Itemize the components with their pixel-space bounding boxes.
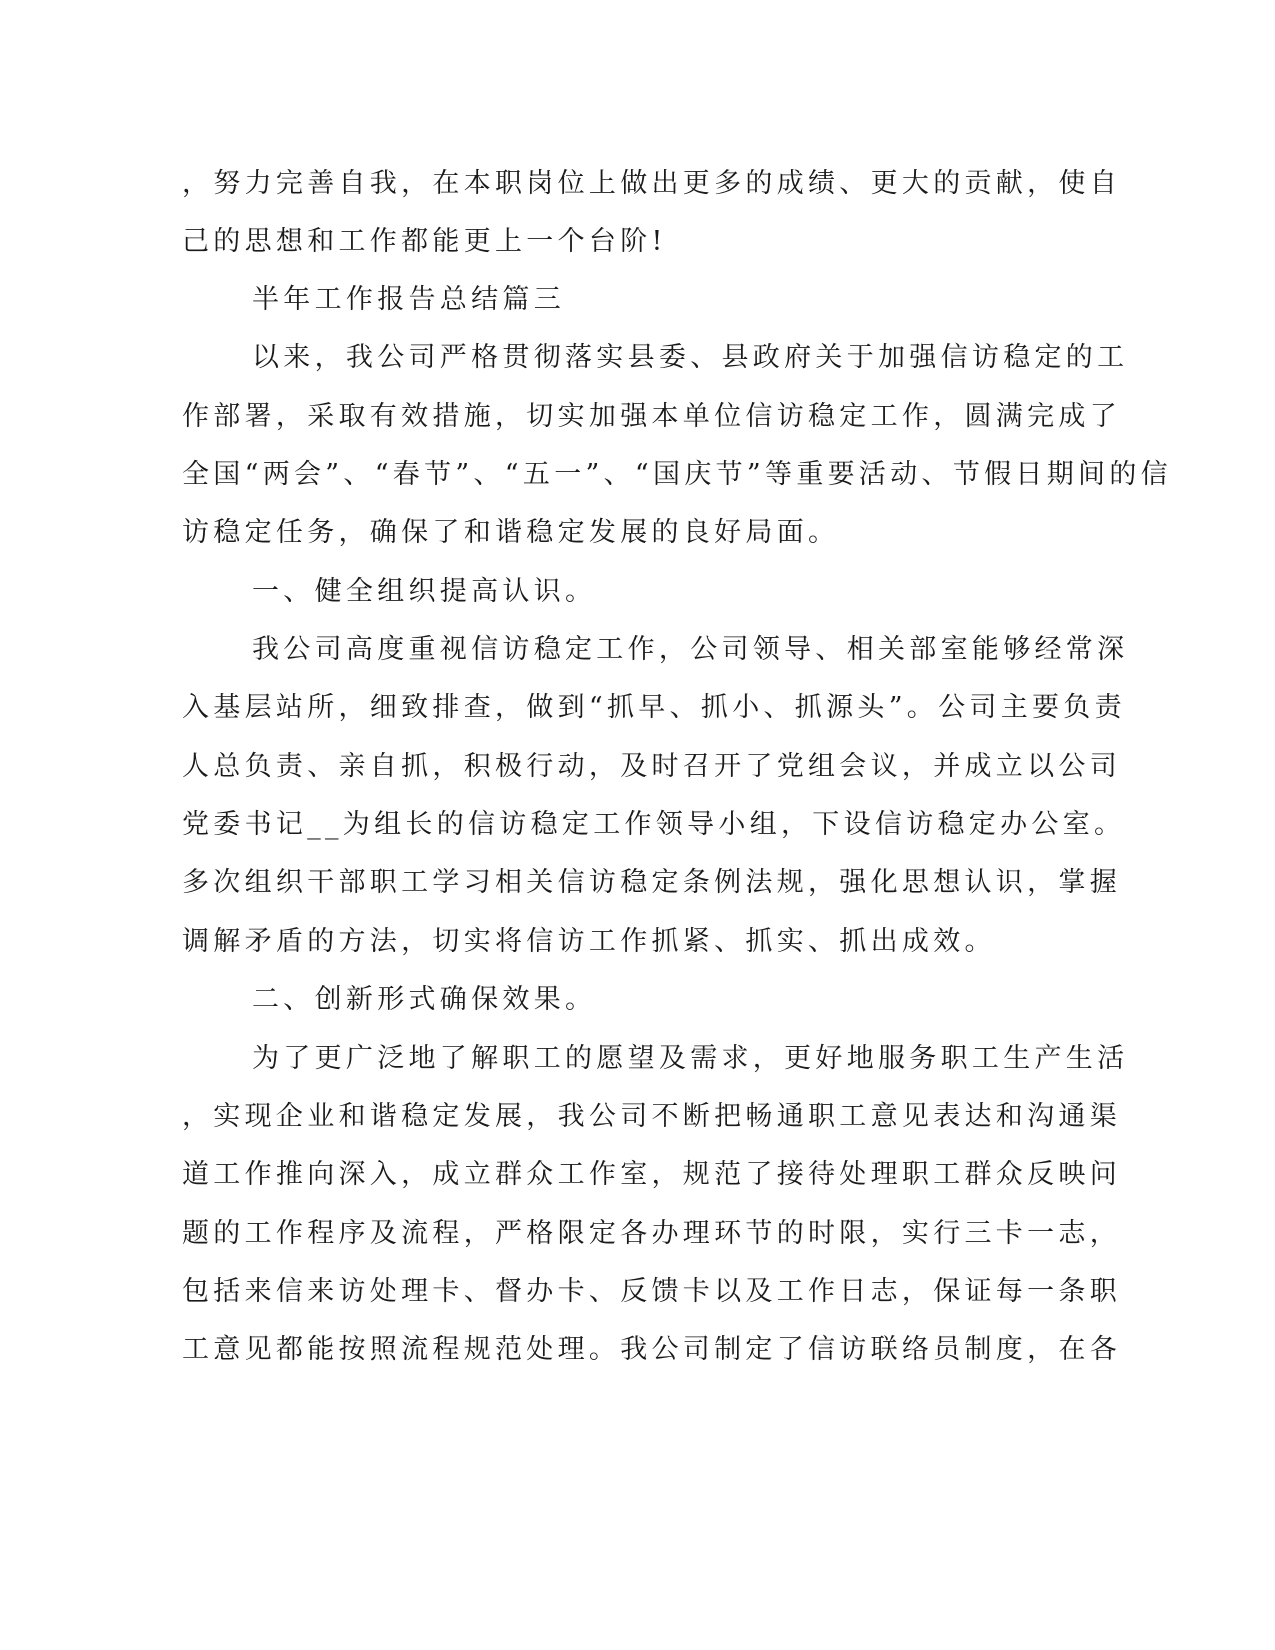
text-line: ，实现企业和谐稳定发展，我公司不断把畅通职工意见表达和沟通渠 (182, 1101, 1121, 1132)
section-title: 半年工作报告总结篇三 (252, 284, 565, 315)
text-line: 作部署，采取有效措施，切实加强本单位信访稳定工作，圆满完成了 (182, 401, 1121, 432)
section-heading: 二、创新形式确保效果。 (252, 984, 597, 1015)
text-line: 入基层站所，细致排查，做到“抓早、抓小、抓源头”。公司主要负责 (182, 692, 1126, 723)
text-line: 为了更广泛地了解职工的愿望及需求，更好地服务职工生产生活 (252, 1043, 1129, 1074)
text-line: 党委书记__为组长的信访稳定工作领导小组，下设信访稳定办公室。 (182, 809, 1126, 840)
text-line: 访稳定任务，确保了和谐稳定发展的良好局面。 (182, 517, 840, 548)
section-heading: 一、健全组织提高认识。 (252, 576, 597, 607)
text-line: 全国“两会”、“春节”、“五一”、“国庆节”等重要活动、节假日期间的信 (182, 459, 1172, 490)
text-line: 题的工作程序及流程，严格限定各办理环节的时限，实行三卡一志， (182, 1218, 1121, 1249)
text-line: 工意见都能按照流程规范处理。我公司制定了信访联络员制度，在各 (182, 1334, 1121, 1365)
text-line: 人总负责、亲自抓，积极行动，及时召开了党组会议，并成立以公司 (182, 751, 1121, 782)
text-line: 以来，我公司严格贯彻落实县委、县政府关于加强信访稳定的工 (252, 342, 1129, 373)
text-line: ，努力完善自我，在本职岗位上做出更多的成绩、更大的贡献，使自 (182, 168, 1121, 199)
text-line: 我公司高度重视信访稳定工作，公司领导、相关部室能够经常深 (252, 634, 1129, 665)
text-line: 调解矛盾的方法，切实将信访工作抓紧、抓实、抓出成效。 (182, 926, 996, 957)
text-line: 道工作推向深入，成立群众工作室，规范了接待处理职工群众反映问 (182, 1159, 1121, 1190)
text-line: 包括来信来访处理卡、督办卡、反馈卡以及工作日志，保证每一条职 (182, 1276, 1121, 1307)
text-line: 多次组织干部职工学习相关信访稳定条例法规，强化思想认识，掌握 (182, 867, 1121, 898)
text-line: 己的思想和工作都能更上一个台阶! (182, 226, 667, 257)
